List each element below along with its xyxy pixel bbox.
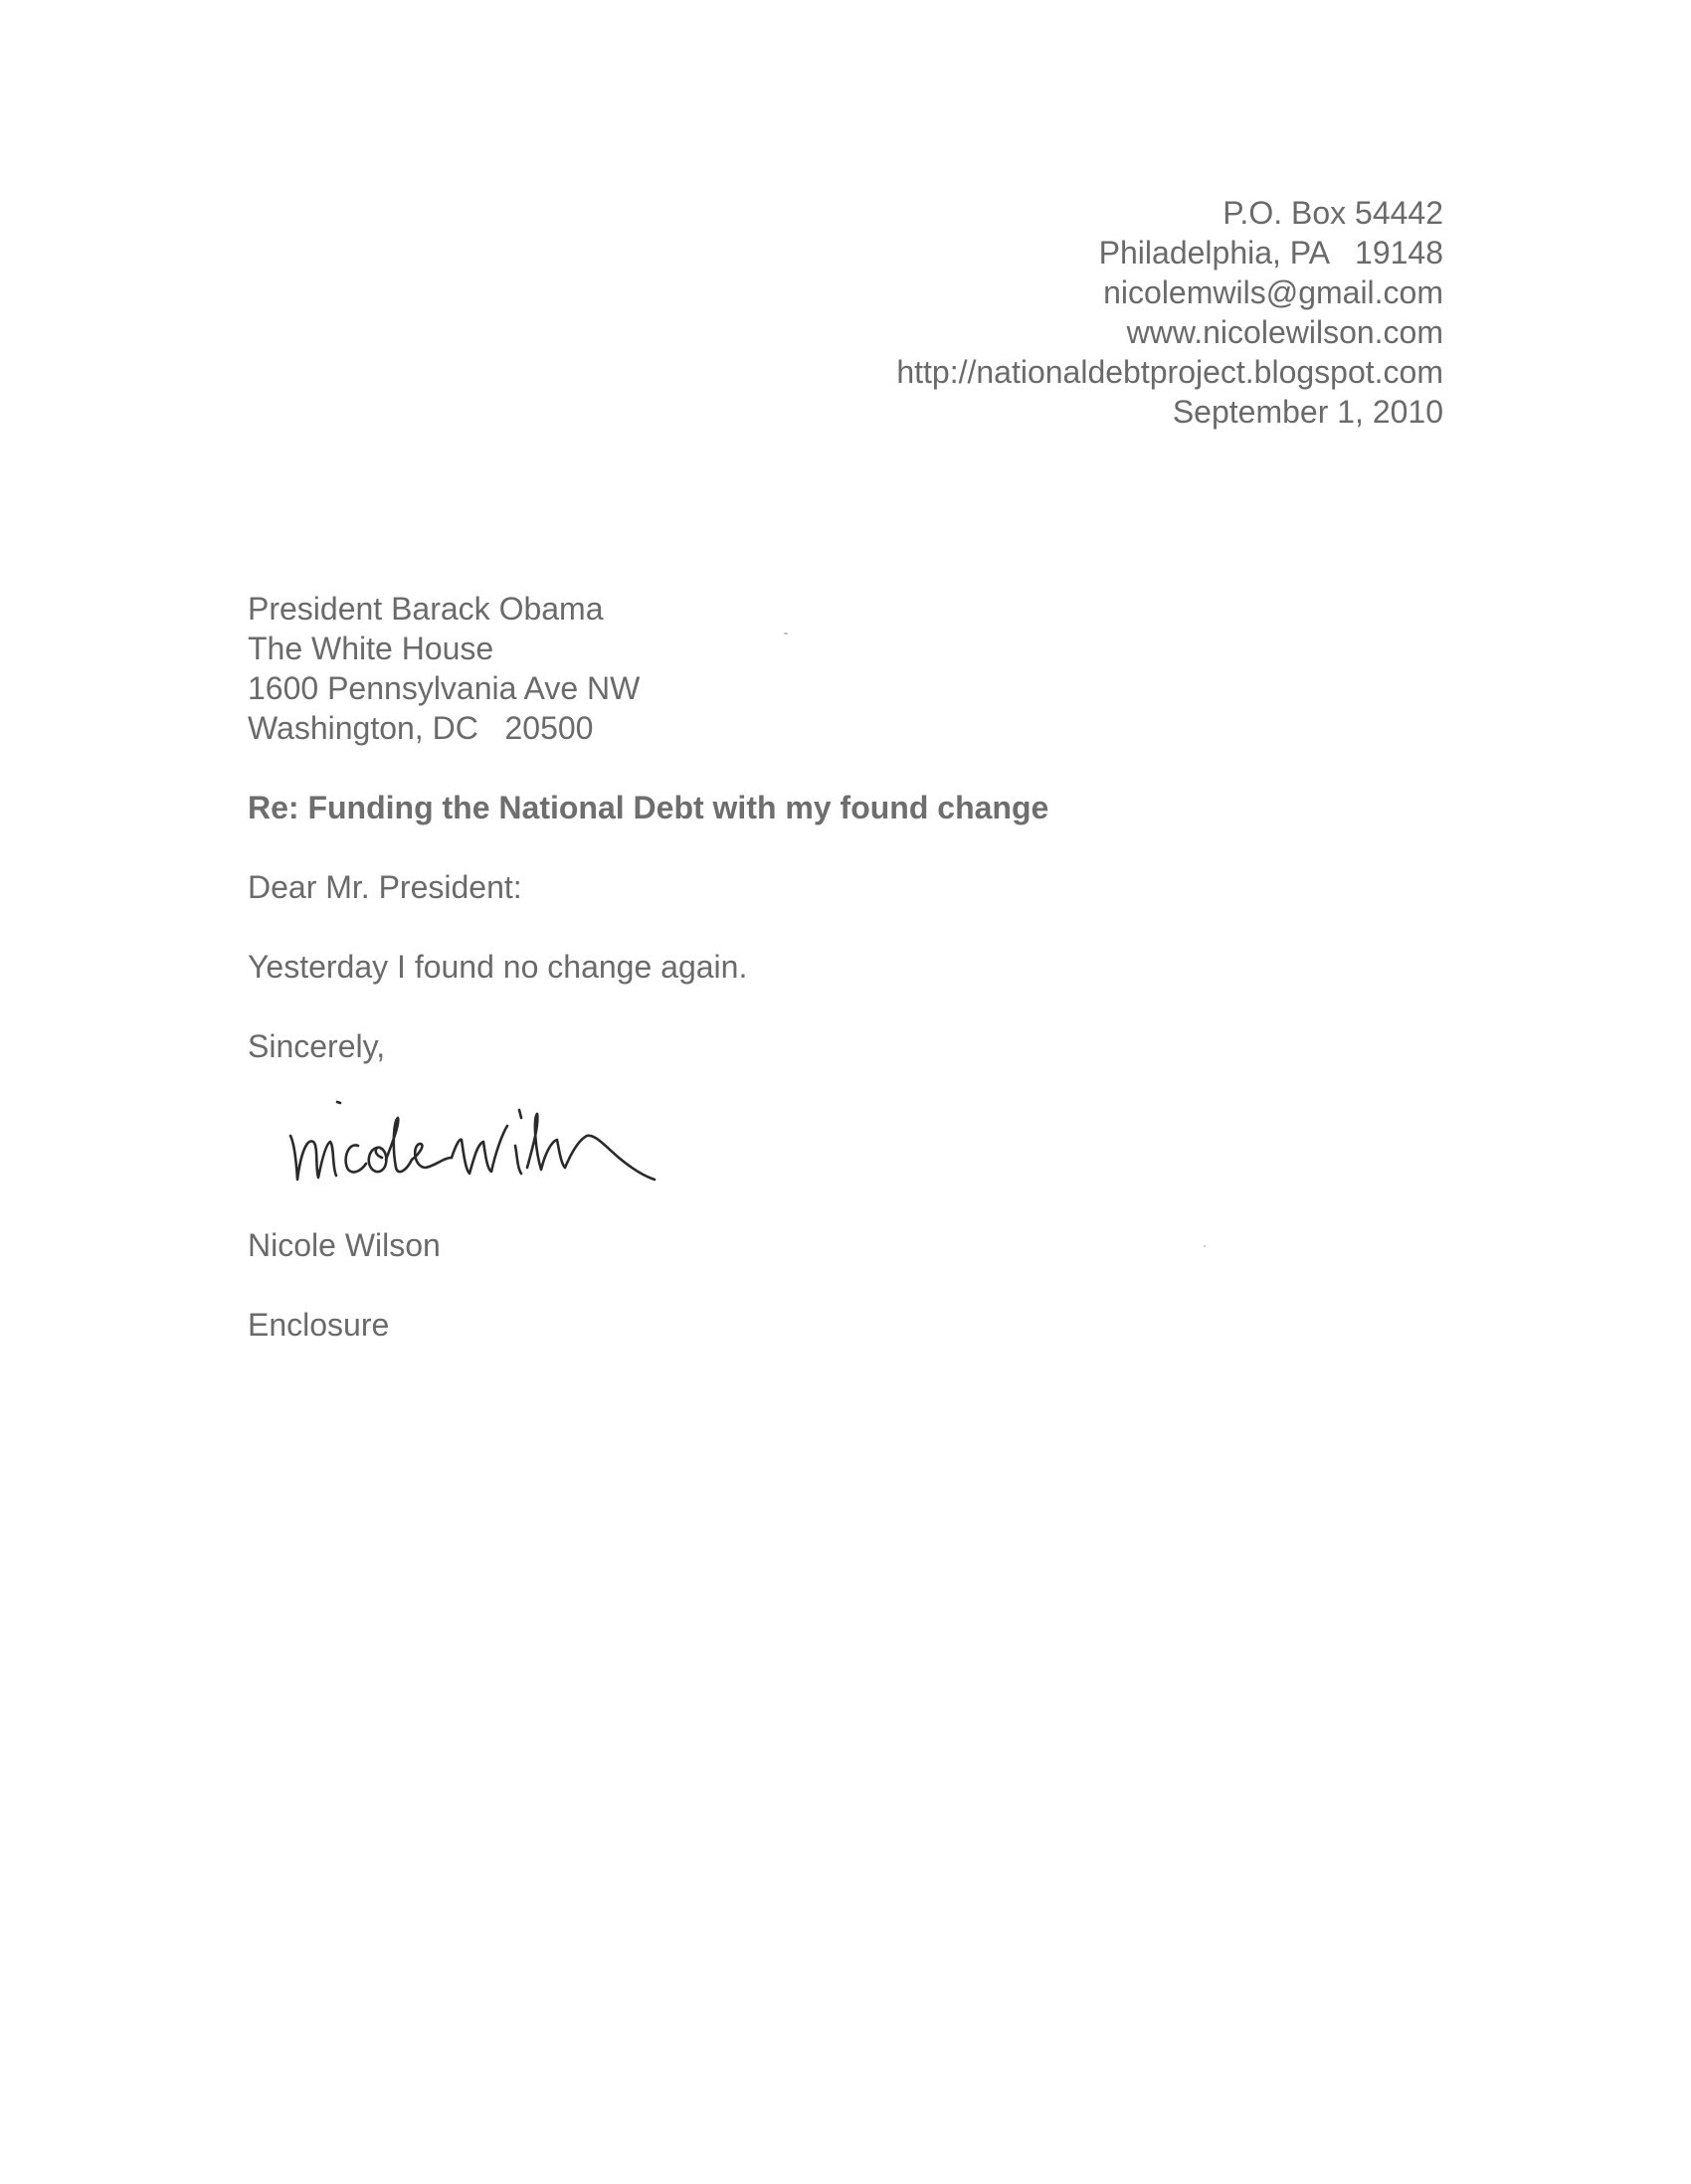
- scan-speck: [1204, 1245, 1206, 1247]
- sender-blog: http://nationaldebtproject.blogspot.com: [896, 354, 1443, 390]
- recipient-street: 1600 Pennsylvania Ave NW: [248, 670, 641, 706]
- salutation: Dear Mr. President:: [248, 869, 522, 905]
- letter-body: Yesterday I found no change again.: [248, 949, 748, 985]
- recipient-city-state-zip: Washington, DC 20500: [248, 710, 594, 746]
- sender-email: nicolemwils@gmail.com: [1103, 274, 1443, 310]
- sender-address-block: [896, 193, 1443, 432]
- enclosure-note: Enclosure: [248, 1307, 390, 1343]
- sender-city-state-zip: Philadelphia, PA 19148: [1098, 235, 1443, 271]
- handwritten-signature: [281, 1084, 728, 1193]
- letter-date: September 1, 2010: [1172, 394, 1443, 430]
- sender-website: www.nicolewilson.com: [1126, 314, 1443, 350]
- recipient-name: President Barack Obama: [248, 591, 604, 627]
- recipient-address-block: [248, 589, 640, 748]
- closing: Sincerely,: [248, 1028, 386, 1064]
- signer-name: Nicole Wilson: [248, 1227, 441, 1263]
- subject-line: Re: Funding the National Debt with my found change: [248, 790, 1049, 825]
- sender-po-box: P.O. Box 54442: [1222, 195, 1443, 231]
- recipient-office: The White House: [248, 631, 494, 666]
- scan-speck: [784, 633, 788, 635]
